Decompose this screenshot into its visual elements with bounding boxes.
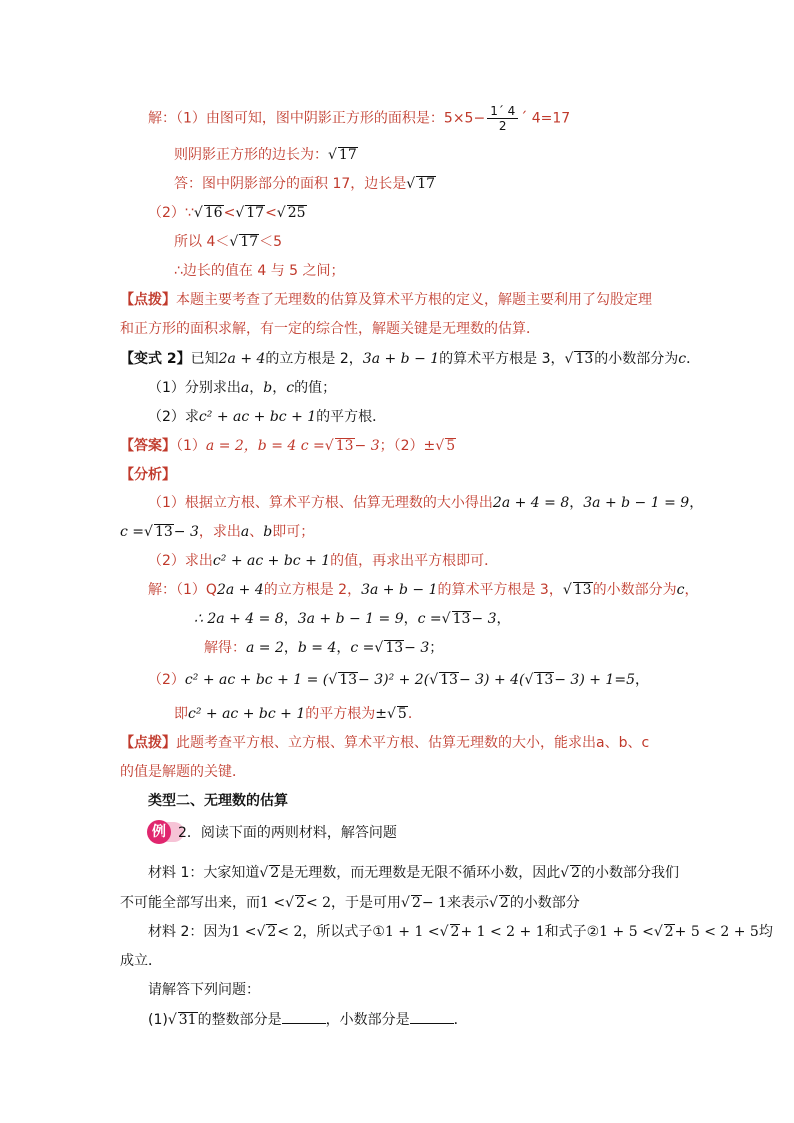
- math-expr: 1 + 1 <: [384, 924, 440, 940]
- sqrt-radicand: 13: [339, 672, 358, 688]
- tip-paragraph: [120, 290, 652, 310]
- solution2-line-2: ∴ 2a + 4 = 8，3a + b − 1 = 9，c =√ 13− 3，: [194, 611, 511, 627]
- question-number: (1): [148, 1012, 168, 1028]
- sqrt-radicand: 17: [417, 176, 436, 192]
- tip-paragraph: [120, 733, 649, 753]
- separator: ，: [634, 672, 649, 688]
- question-text: 的立方根是 2，: [265, 351, 363, 367]
- math-expr: 1 + 5 <: [599, 924, 654, 940]
- question-text: 的算术平方根是 3，: [439, 351, 565, 367]
- sqrt-radicand: 13: [535, 672, 554, 688]
- solution-text: 的算术平方根是 3，: [437, 582, 563, 598]
- separator: ，: [336, 640, 351, 656]
- math-expr: a = 2，b = 4 c =: [205, 438, 325, 454]
- separator: ，: [283, 611, 298, 627]
- material-2-line-1: 材料 2：因为1 <√ 2< 2，所以式子①1 + 1 <√ 2+ 1 < 2 + 1和式子②1 + 5 <√ 2+ 5 < 2 + 5均: [148, 924, 773, 940]
- math-var: c: [676, 582, 685, 598]
- example-badge-icon: 例: [147, 820, 171, 844]
- sqrt-radicand: 13: [335, 438, 354, 454]
- separator: ，: [283, 640, 298, 656]
- sqrt-radicand: 17: [338, 147, 357, 163]
- solution2-line-5: 即c² + ac + bc + 1的平方根为±√ 5．: [174, 706, 422, 722]
- answer-tag: 【答案】: [120, 438, 176, 454]
- material-text: 的小数部分我们: [581, 865, 680, 881]
- solution-text: （2）∵: [148, 205, 194, 221]
- solution-text: 所以 4＜: [174, 234, 230, 250]
- math-expr: < 2: [277, 924, 303, 940]
- analysis-line-2: c =√ 13− 3，求出a、b即可；: [120, 524, 315, 540]
- tip-tag: 【点拨】: [120, 735, 176, 751]
- fraction-denominator: 2: [498, 119, 507, 133]
- math-expr: + 1 < 2 + 1: [460, 924, 545, 940]
- math-expr: c² + ac + bc + 1: [212, 553, 331, 569]
- solution-line-so: 所以 4＜√ 17＜5: [174, 234, 283, 250]
- math-expr: 2a + 4: [218, 351, 266, 367]
- math-expr: 3a + b − 1: [362, 351, 440, 367]
- math-expr: 3a + b − 1: [361, 582, 438, 598]
- question-text: 的值；: [294, 380, 337, 396]
- math-expr: 1 <: [231, 924, 257, 940]
- solution2-line-4: （2）c² + ac + bc + 1 = (√ 13− 3)² + 2(√ 13− 3) + 4(√ 13− 3) + 1=5，: [148, 672, 649, 688]
- math-expr: − 3: [173, 524, 199, 540]
- solution-text: 答：图中阴影部分的面积 17，边长是: [174, 176, 407, 192]
- separator: ．: [407, 706, 422, 722]
- math-expr: b = 4: [297, 640, 337, 656]
- math-var: b: [263, 380, 273, 396]
- solution-text: 即: [174, 706, 188, 722]
- tip-text: 本题主要考查了无理数的估算及算术平方根的定义，解题主要利用了勾股定理: [176, 292, 652, 308]
- math-expr: − 3) + 1=5: [554, 672, 635, 688]
- solution2-line-1: 解：（1）Q2a + 4的立方根是 2，3a + b − 1的算术平方根是 3，√ 13的小数部分为c，: [148, 582, 699, 598]
- question-text: （2）求: [148, 409, 199, 425]
- math-expr: c =: [120, 524, 145, 540]
- solution-text: 解：（1）由图可知，图中阴影正方形的面积是：5×5−: [148, 110, 486, 127]
- question-text: ．: [686, 351, 701, 367]
- material-text: 的小数部分: [509, 895, 580, 911]
- sqrt-radicand: 13: [452, 611, 471, 627]
- fraction: [487, 104, 518, 133]
- material-text: 和式子②: [544, 924, 600, 940]
- tip-tag: 【点拨】: [120, 292, 176, 308]
- separator: ，: [569, 495, 584, 511]
- math-expr: − 1: [421, 895, 447, 911]
- sqrt-radicand: 2: [664, 924, 674, 940]
- question-text: 的小数部分为: [594, 351, 679, 367]
- solution-line-area: [148, 104, 570, 133]
- solution-text: ´ 4=17: [520, 110, 571, 127]
- question-text: （1）分别求出: [148, 380, 241, 396]
- solution2-line-3: 解得：a = 2，b = 4，c =√ 13− 3；: [204, 640, 444, 656]
- analysis-line-3: [148, 551, 498, 571]
- material-text: 材料 1：大家知道: [148, 865, 260, 881]
- solution-text: （2）: [148, 672, 185, 688]
- math-expr: 3a + b − 1 = 9: [297, 611, 404, 627]
- analysis-text: 的值，再求出平方根即可．: [330, 553, 499, 569]
- instruction-text: 请解答下列问题：: [148, 982, 260, 998]
- variant-question: 【变式 2】已知2a + 4的立方根是 2，3a + b − 1的算术平方根是 3，√ 13的小数部分为c．: [120, 351, 701, 367]
- sqrt-radicand: 2: [411, 895, 421, 911]
- analysis-text: ，求出: [198, 524, 241, 540]
- analysis-text: （2）求出: [148, 553, 213, 569]
- math-expr: c =: [417, 611, 442, 627]
- material-1-line-1: 材料 1：大家知道√ 2是无理数，而无理数是无限不循环小数，因此√ 2的小数部分我们: [148, 865, 680, 881]
- math-var: a: [240, 524, 250, 540]
- math-expr: + 5 < 2 + 5: [674, 924, 759, 940]
- sqrt-radicand: 13: [440, 672, 458, 688]
- analysis-line-1: [148, 493, 703, 513]
- math-expr: − 3: [404, 640, 430, 656]
- material-text: 成立．: [120, 953, 162, 969]
- tip-text: 和正方形的面积求解，有一定的综合性，解题关键是无理数的估算．: [120, 321, 540, 337]
- separator: ，: [496, 611, 511, 627]
- sqrt-radicand: 17: [246, 205, 265, 221]
- variant-q2: [148, 407, 386, 427]
- sqrt-radicand: 13: [154, 524, 173, 540]
- math-expr: − 3)² + 2(: [358, 672, 430, 688]
- solution-text: 的小数部分为: [592, 582, 677, 598]
- question-text: ．: [453, 1012, 468, 1028]
- math-expr: − 3: [354, 438, 380, 454]
- question-text: 的整数部分是: [197, 1012, 282, 1028]
- sqrt-radicand: 2: [450, 924, 460, 940]
- math-expr: c² + ac + bc + 1: [198, 409, 317, 425]
- sqrt-radicand: 17: [240, 234, 259, 250]
- solution-text: 解：（1）Q: [148, 582, 217, 598]
- solution-line-therefore: ∴边长的值在 4 与 5 之间；: [174, 263, 345, 279]
- sqrt-radicand: 31: [178, 1012, 197, 1028]
- material-text: ，所以式子①: [302, 924, 385, 940]
- separator: ，: [689, 495, 704, 511]
- answer-blank-integer[interactable]: [282, 1009, 326, 1024]
- math-var: b: [263, 524, 273, 540]
- material-1-line-2: 不可能全部写出来，而1 <√ 2< 2，于是可用√ 2− 1来表示√ 2的小数部分: [120, 895, 580, 911]
- math-expr: − 3: [471, 611, 497, 627]
- sqrt-radicand: 5: [446, 438, 456, 454]
- math-expr: c² + ac + bc + 1: [188, 706, 306, 722]
- math-expr: ∴ 2a + 4 = 8: [194, 611, 284, 627]
- math-expr: ±: [375, 706, 387, 722]
- solution-text: 则阴影正方形的边长为：: [174, 147, 328, 163]
- answer-text: （1）: [176, 438, 206, 454]
- solution-text: ＜5: [259, 234, 283, 250]
- question-text: 的平方根．: [316, 409, 387, 425]
- answer-blank-decimal[interactable]: [410, 1009, 454, 1024]
- analysis-text: 即可；: [272, 524, 315, 540]
- sqrt-radicand: 13: [575, 351, 594, 367]
- solution-text: 解得：: [204, 640, 246, 656]
- math-expr: c =: [350, 640, 375, 656]
- sqrt-radicand: 25: [287, 205, 306, 221]
- solution-text: 的立方根是 2，: [263, 582, 362, 598]
- sqrt-radicand: 2: [270, 865, 280, 881]
- sqrt-radicand: 2: [296, 895, 305, 911]
- material-text: 均: [758, 924, 773, 940]
- less-than: <: [223, 205, 236, 221]
- less-than: <: [265, 205, 277, 221]
- answer-line: 【答案】（1）a = 2，b = 4 c =√ 13− 3；（2）±√ 5: [120, 438, 456, 454]
- material-text: 不可能全部写出来，而: [120, 895, 260, 911]
- separator: 、: [249, 524, 264, 540]
- sqrt-radicand: 2: [267, 924, 277, 940]
- sqrt-radicand: 5: [397, 706, 407, 722]
- sqrt-radicand: 2: [571, 865, 581, 881]
- math-var: a: [240, 380, 250, 396]
- sqrt-radicand: 16: [204, 205, 223, 221]
- solution-line-part2: （2）∵√ 16<√ 17<√ 25: [148, 205, 306, 221]
- sqrt-radicand: 2: [499, 895, 509, 911]
- material-text: 是无理数，而无理数是无限不循环小数，因此: [280, 865, 561, 881]
- math-expr: 3a + b − 1 = 9: [583, 495, 690, 511]
- variant-q1: [148, 378, 336, 398]
- separator: ，: [684, 582, 699, 598]
- material-text: ，于是可用: [331, 895, 402, 911]
- math-var: c: [286, 380, 295, 396]
- tip-text: 此题考查平方根、立方根、算术平方根、估算无理数的大小，能求出a、b、c: [176, 735, 650, 751]
- variant-tag: 【变式 2】: [120, 351, 191, 367]
- solution-line-answer: 答：图中阴影部分的面积 17，边长是√ 17: [174, 176, 436, 192]
- analysis-text: （1）根据立方根、算术平方根、估算无理数的大小得出: [148, 495, 493, 511]
- material-text: 材料 2：因为: [148, 924, 232, 940]
- analysis-tag: 【分析】: [120, 467, 176, 483]
- solution-line-side: 则阴影正方形的边长为：√ 17: [174, 147, 357, 163]
- math-expr: 1 <: [260, 895, 286, 911]
- fraction-numerator: 1´ 4: [487, 104, 518, 119]
- separator: ，: [249, 380, 264, 396]
- question-text: 已知: [190, 351, 219, 367]
- question-1: (1)√ 31的整数部分是 ，小数部分是 ．: [148, 1009, 468, 1030]
- separator: ，: [272, 380, 287, 396]
- question-text: ，小数部分是: [325, 1012, 410, 1028]
- solution-text: 的平方根为: [305, 706, 376, 722]
- material-text: 来表示: [446, 895, 489, 911]
- section-heading: 类型二、无理数的估算: [148, 793, 288, 809]
- answer-text: ；（2）: [379, 438, 424, 454]
- separator: ；: [429, 640, 444, 656]
- tip-text: 的值是解题的关键．: [120, 764, 246, 780]
- math-expr: c² + ac + bc + 1 = (: [184, 672, 329, 688]
- math-expr: ±: [423, 438, 436, 454]
- math-expr: < 2: [305, 895, 332, 911]
- math-expr: 2a + 4: [216, 582, 264, 598]
- sqrt-radicand: 13: [573, 582, 592, 598]
- math-expr: 2a + 4 = 8: [492, 495, 570, 511]
- example-prompt: 2．阅读下面的两则材料，解答问题: [178, 825, 397, 841]
- math-expr: − 3) + 4(: [458, 672, 525, 688]
- sqrt-radicand: 13: [385, 640, 404, 656]
- math-var: c: [678, 351, 687, 367]
- separator: ，: [403, 611, 418, 627]
- math-expr: a = 2: [246, 640, 284, 656]
